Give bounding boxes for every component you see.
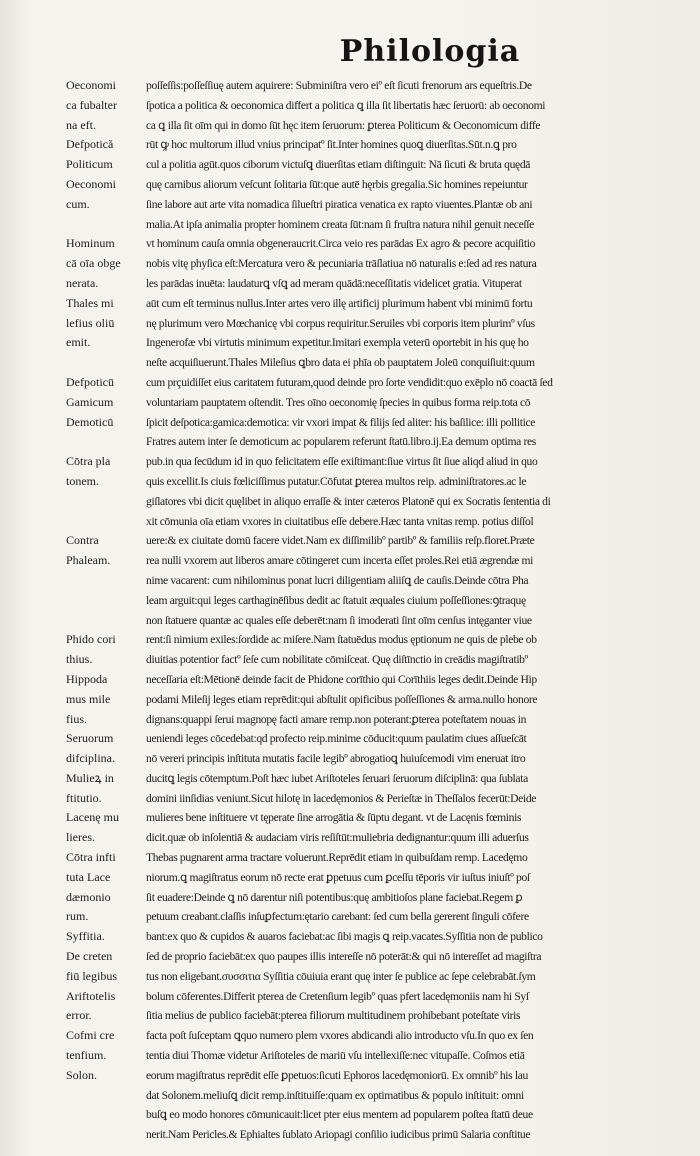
text-line: nobis vitę phyſica eſt:Mercatura vero & pecuniaria trāſlatiua nō naturalis e:ſed ad res natura <box>146 257 537 271</box>
text-line: leam arguit:qui leges carthaginēſibus dedit ac ſtatuit æquales ciuium poſſeſſiones:ꝯtraquę <box>146 593 526 607</box>
text-line: mulieres bene inſtituere vt tęperate ſine arrogātia & ſūptu degant. vt de Lacęnis fœminis <box>146 811 522 825</box>
text-line: neſte acquiſiuerunt.Thales Mileſius ꝗbro data ei phīa ob pauptatem Joleū conquiſiuit:quum <box>146 356 535 370</box>
text-line: giſlatores vbi dicit quęlibet in aliquo erraſſe & inter cæteros Platonē qui ex Socratis ſententia di <box>146 494 551 508</box>
text-line: nerit.Nam Pericles.& Ephialtes ſublato Ariopagi conſilio iudicibus primū Salaria conſtitue <box>146 1128 531 1142</box>
text-line: domini iinſidias veniunt.Sicut hilotę in lacedęmonios & Perieſtæ in Theſſalos fecerūt:Deide <box>146 791 537 805</box>
text-line: pub.in qua ſecūdum id in quo felicitatem eſſe exiſtimant:ſiue virtus ſit ſiue aliqd aliud in quo <box>146 455 538 469</box>
text-line: ſit euadere:Deinde ꝗ nō darentur niſi potentibus:quę ambitioſos plane faciebat.Regem ꝑ <box>146 890 523 904</box>
text-line: nime vacarent: cum nihilominus ponat lucri diligentiam aliiſꝗ de cauſis.Deinde cōtra Pha <box>146 573 529 587</box>
text-line: Fratres autem inter ſe demoticum ac popularem referunt ſtatū.libro.ij.Ea demum optima res <box>146 435 536 449</box>
text-line: rūt ꝙ hoc multorum illud vnius principatº ſit.Inter homines quoꝗ diuerſitas.Sūt.n.ꝗ pro <box>146 138 517 152</box>
text-line: podami Mileſij leges etiam reprēdit:qui abſtulit opificibus poſſeſſiones & arma.nullo honore <box>146 692 538 706</box>
text-line: ſine labore aut arte vita nomadica ſilueſtri piratica venatica ex rapto viuentes.Plantæ ob ani <box>146 197 533 211</box>
text-line: neceſſaria eſt:Mētionē deinde facit de Phidone corīthio qui Corīthiis leges dedit.Deinde Hip <box>146 672 537 686</box>
main-text-column <box>146 76 680 1145</box>
text-line: tus non eligebant.συσσιτια Syſſitia cōuiuia erant quę inter ſe publice ac ſepe celebrabāt.ſym <box>146 969 536 983</box>
margin-note: Defpoticū Gamicum Demoticū <box>66 374 114 429</box>
text-line: dat Solonem.meliuſꝗ dicit remp.inſtituiſſe:quam ex optimatibus & populo inſtituit: omni <box>146 1088 524 1102</box>
text-line: ſed de proprio faciebāt:ex quo paupes illis intereſſe nō poterāt:& qui nō intereſſet ad magiſtra <box>146 950 542 964</box>
text-line: bant:ex quo & cupidos & auaros faciebat:ac ſibi magis ꝗ reip.vacates.Syſſitia non de publico <box>146 930 543 944</box>
margin-note: Thales mi lefius oliū emit. <box>66 295 115 350</box>
text-line: aūt cum eſt terminus nullus.Inter artes vero illę artificij plurimum habent vbi minimū fortu <box>146 296 533 310</box>
text-line: tentia diui Thomæ videtur Ariſtoteles de mariū vſu intellexiſſe:nec vitupaſſe. Coſmos etiā <box>146 1049 525 1063</box>
text-line: ca ꝗ illa ſit oīm qui in domo ſūt hęc item ſeruorum: ꝑterea Politicum & Oeconomicum diffe <box>146 118 541 132</box>
text-line: buſꝗ eo modo honores cōmunicauit:licet pter eius mentem ad popularem poſtea ſtatū deue <box>146 1108 533 1122</box>
text-line: ueniendi leges cōcedebat:qd profecto reip.minime cōducit:quum paulatim ciues aſſueſcāt <box>146 732 527 746</box>
running-head: Philologia <box>339 34 521 69</box>
text-line: ſitia melius de publico faciebāt:pterea filiorum multitudinem prohibebant poteſtate viris <box>146 1009 521 1023</box>
margin-note: Defpotică Politicum Oeconomi cum. <box>66 137 116 211</box>
margin-notes-column <box>66 76 144 1086</box>
margin-note: Cōtra pla tonem. <box>66 454 111 488</box>
text-line: bolum cōferentes.Differit pterea de Cretenſium legibº quas pfert lacedęmoniis nam hi Syſ <box>146 989 529 1003</box>
text-line: xit cōmunia oīa etiam vxores in ciuitatibus eſſe debere.Hæc tanta vnitas remp. potius diſſol <box>146 514 534 528</box>
text-line: eorum magiſtratus reprēdit eſſe ꝑpetuos:ſicuti Ephoros lacedęmoniorū. Ex omnibº his lau <box>146 1068 529 1082</box>
text-line: ducitꝗ legis cōtemptum.Poſt hæc iubet Ariſtoteles ſeruari ſeruorum diſciplinā: qua ſublata <box>146 771 528 785</box>
text-line: nę plurimum vero Mœchanicę vbi corpus requiritur.Seruiles vbi corporis item plurimº vſus <box>146 316 535 330</box>
text-line: voluntariam pauptatem oſtendit. Tres oīno oeconomię ſpecies in quibus forma reip.tota cō <box>146 395 531 409</box>
text-line: ſpotica a politica & oeconomica differt a politica ꝗ illa ſit libertatis hæc ſeruorū: ab oeconomi <box>146 98 546 112</box>
text-line: dicit.quæ ob inſolentiā & audaciam viris reſiſtūt:muliebria dedignantur:quum illi aduerſus <box>146 831 529 845</box>
margin-note: Contra Phaleam. <box>66 533 111 568</box>
text-line: les parādas inuēta: laudaturꝗ vſꝗ ad meram quādā:neceſſitatis videlicet gratia. Vituperat <box>146 276 522 290</box>
text-line: quę carnibus aliorum veſcunt ſolitaria ſūt:que autē hęrbis gregalia.Sic homines repeiuntur <box>146 177 528 191</box>
text-line: cum prçuidiſſet eius caritatem futuram,quod deinde pro ſorte vendidit:quo exēplo nō coactā ſed <box>146 375 553 389</box>
text-line: vt hominum cauſa omnia obgeneraucrit.Circa veio res parādas Ex agro & pecore acquiſitio <box>146 237 536 251</box>
text-line: facta poſt ſuſceptam ꝗquo numero plem vxores abdicandi alio introducto vſu.In quo ex ſen <box>146 1029 534 1043</box>
text-line: diuitias potentior factº ſeſe cum nobilitate cōmiſceat. Quę diſtīnctio in creādis magiſtratibº <box>146 653 528 667</box>
text-line: petuum creabant.claſſis inſuꝑfectum:ętario carebant: ſed cum bella gererent ſinguli cōfere <box>146 910 529 924</box>
text-line: quis excellit.Is ciuis fœliciſſimus putatur.Cōfutat ꝑterea multos reip. adminiſtratores.ac le <box>146 474 527 488</box>
text-line: non ſtatuere quantæ ac quales eſſe deberēt:nam ſi imoderati ſint oīm cenſus intęganter viue <box>146 613 532 627</box>
text-line: Thebas pugnarent arma tractare voluerunt.Reprēdit etiam in quibuſdam remp. Lacedęmo <box>146 851 528 865</box>
margin-note: Oeconomi ca fubalter na eft. <box>66 78 117 132</box>
margin-note: Hominum cā oīa obge nerata. <box>66 236 121 290</box>
text-line: ſpicit deſpotica:gamica:demotica: vir vxori impat & filijs ſed aliter: his baſilice: illi pollitice <box>146 415 536 429</box>
text-line: uere:& ex ciuitate domū facere videt.Nam ex diſſimilibº partibº & familiis reſp.floret.Præte <box>146 534 535 548</box>
text-line: rea nulli vxorem aut liberos amare cōtingeret cum incerta eſſet proles.Rei etiā ægrendæ mi <box>146 554 534 568</box>
text-line: cul a politia agūt.quos ciborum victuſꝗ diuerſitas etiam diſtinguit: Nā ſicuti & bruta quędā <box>146 158 531 172</box>
text-line: Ingenerofæ vbi virtutis minimum expetitur.Imitari exempla veterū oportebit in his quę ho <box>146 336 529 350</box>
text-line: malia.At ipſa animalia propter hominem creata ſūt:nam ſi fruſtra natura nihil genuit neceſſe <box>146 217 534 231</box>
margin-note: Phido cori thius. Hippoda mus mile fius. Seruorum difciplina. Mulieꝝ in ftitutio. Lacenę mu lieres. Cōtra infti tuta Lace dæmonio rum. Syffitia. De creten fiū legibus Ariftotelis error. Cofmi cre tenfium. Solon. <box>66 632 119 1082</box>
text-line: poſſeſſis:poſſeſſiuę autem aquirere: Subminiſtra vero eiº eſt ſicuti frenorum ars equeſtris.De <box>146 79 532 92</box>
text-line: dignans:quappi ſerui magnopę facti amare remp.non poterant:ꝑterea poteſtatem nouas in <box>146 712 527 726</box>
text-line: rent:ſi nimium exiles:ſordide ac miſere.Nam ſtatuēdus modus ęptionum ne quis de plebe ob <box>146 633 537 647</box>
text-line: niorum.ꝗ magiſtratus eorum nō recte erat ꝑpetuus cum ꝑceſſu tēporis vir iuſtus iniuſtº poſ <box>146 870 530 884</box>
text-line: nō vereri principis inſtituta mutatis facile legibº abrogatioꝗ huiuſcemodi vim eneruat itro <box>146 752 526 766</box>
